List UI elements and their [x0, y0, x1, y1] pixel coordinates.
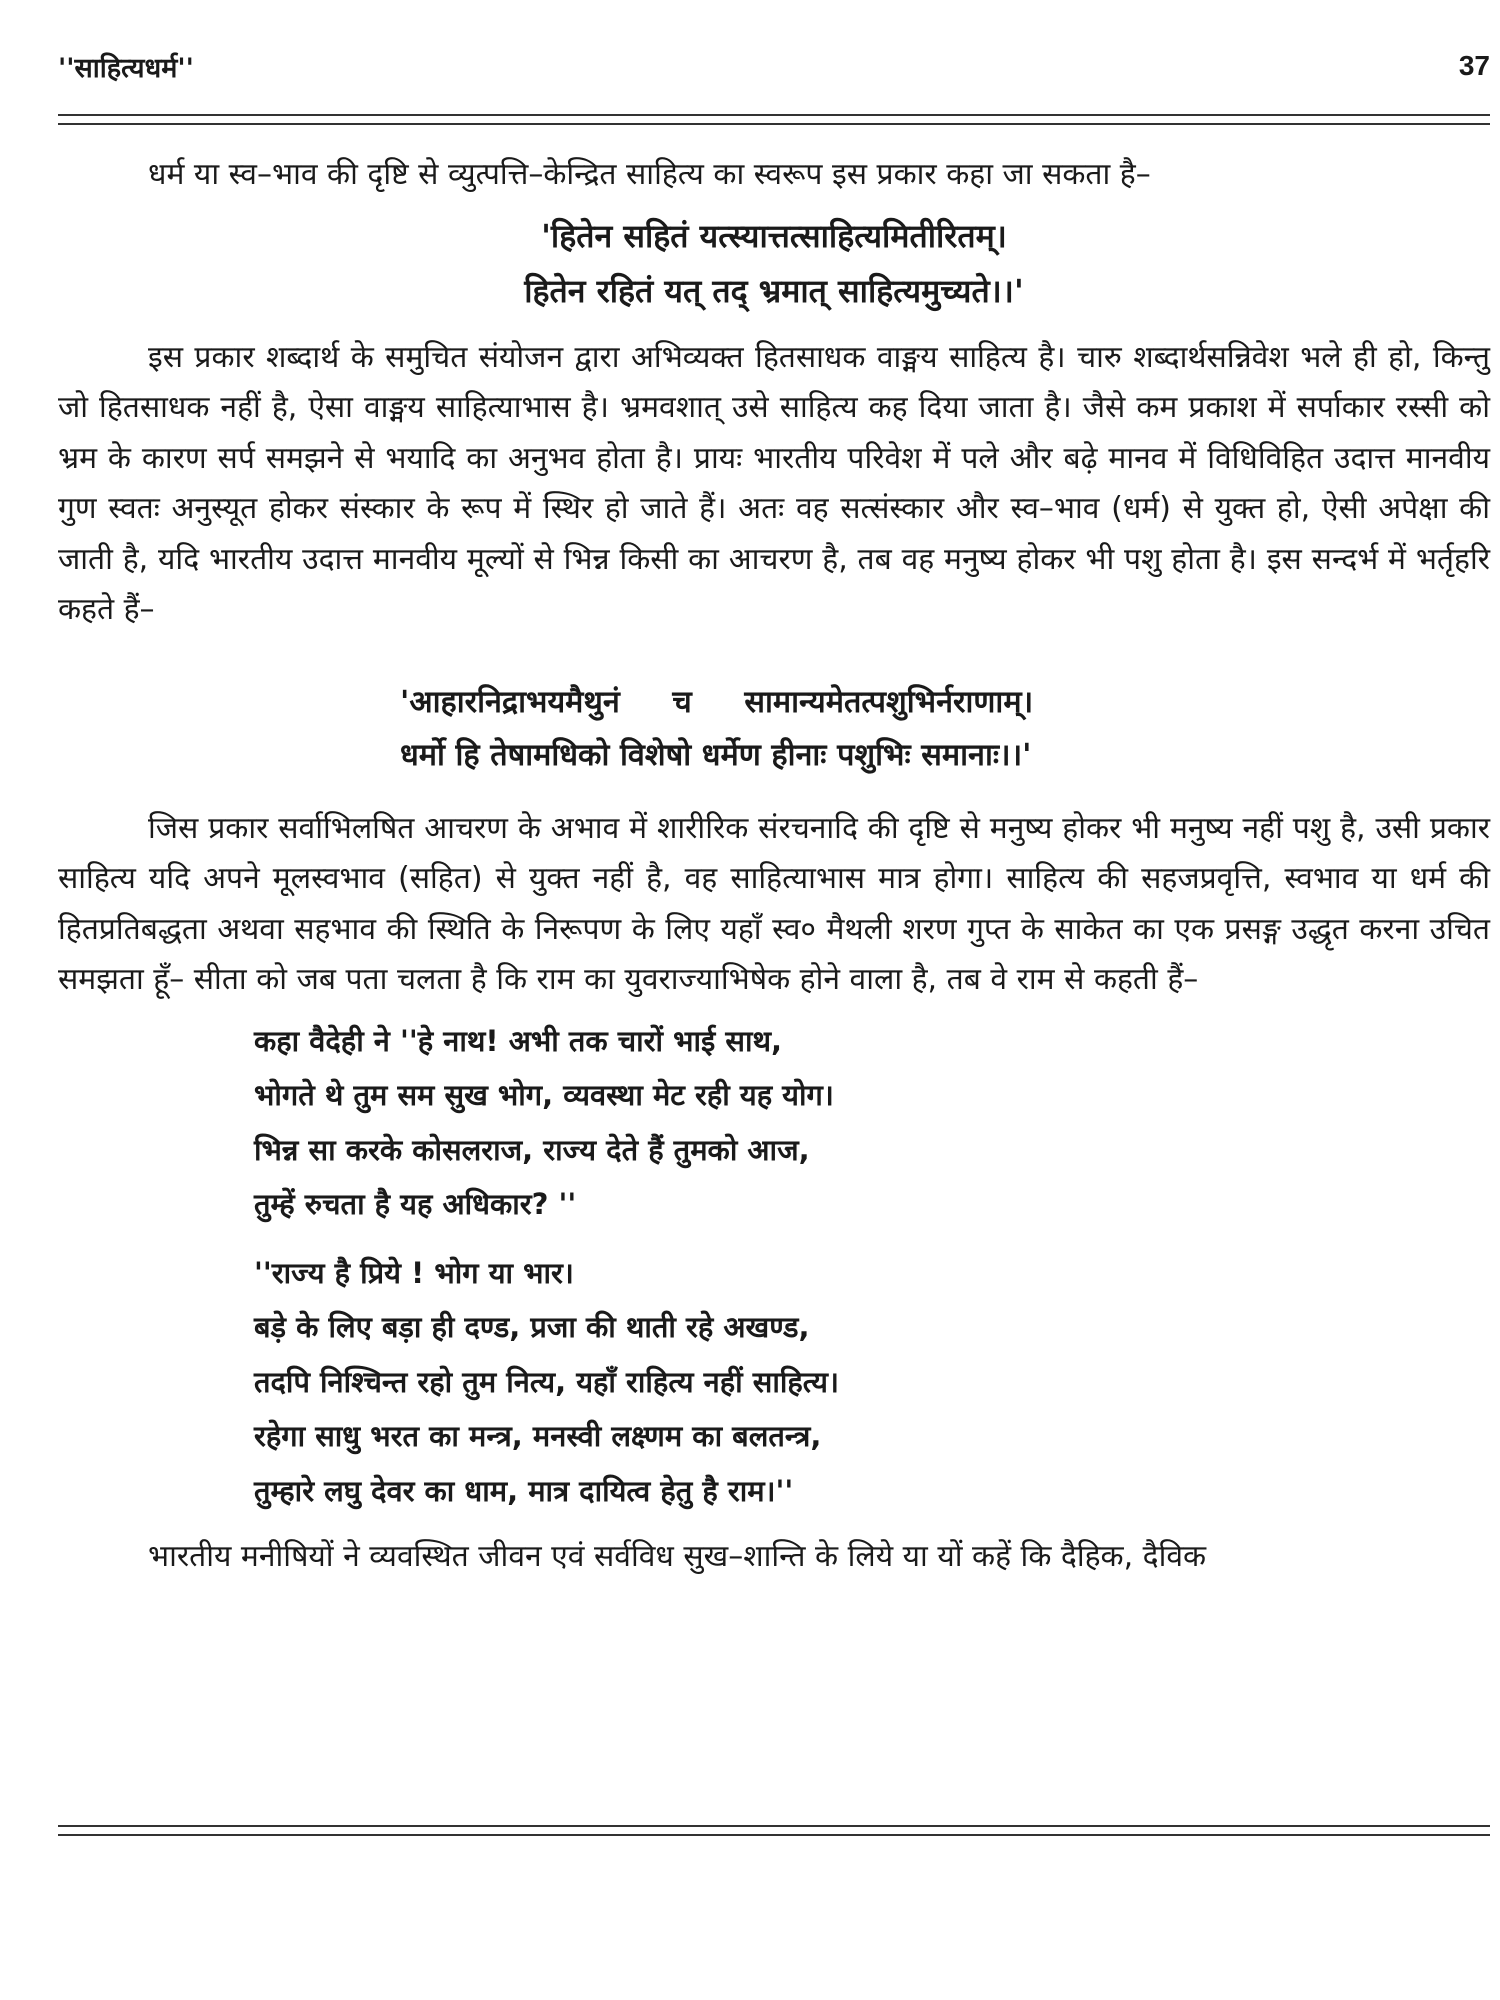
paragraph-text: भारतीय मनीषियों ने व्यवस्थित जीवन एवं सर्वविध सुख–शान्ति के लिये या यों कहें कि दैहिक, दैविक	[148, 1539, 1207, 1574]
poem-line: भोगते थे तुम सम सुख भोग, व्यवस्था मेट रही यह योग।	[254, 1078, 834, 1112]
page-body	[58, 150, 1490, 1583]
verse-line: 'हितेन सहितं यत्स्यात्तत्साहित्यमितीरितम्।	[541, 216, 1007, 255]
poem-stanza-2	[254, 1246, 1490, 1519]
poem-line: ''राज्य है प्रिये ! भोग या भार।	[254, 1255, 574, 1290]
verse-line: 'आहारनिद्राभयमैथुनं च सामान्यमेतत्पशुभिर्नराणाम्।	[400, 684, 1034, 720]
poem-line: बड़े के लिए बड़ा ही दण्ड, प्रजा की थाती रहे अखण्ड,	[254, 1310, 810, 1344]
poem-line: तदपि निश्चिन्त रहो तुम नित्य, यहाँ राहित्य नहीं साहित्य।	[254, 1364, 839, 1399]
intro-text: धर्म या स्व–भाव की दृष्टि से व्युत्पत्ति–केन्द्रित साहित्य का स्वरूप इस प्रकार कहा जा सकता है–	[148, 157, 1151, 192]
header-double-rule	[58, 114, 1490, 125]
paragraph-1	[58, 333, 1490, 636]
paragraph-text: इस प्रकार शब्दार्थ के समुचित संयोजन द्वारा अभिव्यक्त हितसाधक वाङ्मय साहित्य है। चारु शब्दार्थसन्निवेश भले ही हो, किन्तु जो हितसाधक नहीं है, ऐसा वाङ्मय साहित्याभास है। भ्रमवशात् उसे साहित्य कह दिया जाता है। जैसे कम प्रकाश में सर्पाकार रस्सी को भ्रम के कारण सर्प समझने से भयादि का अनुभव होता है। प्रायः भारतीय परिवेश में पले और बढ़े मानव में विधिविहित उदात्त मानवीय गुण स्वतः अनुस्यूत होकर संस्कार के रूप में स्थिर हो जाते हैं। अतः वह सत्संस्कार और स्व–भाव (धर्म) से युक्त हो, ऐसी अपेक्षा की जाती है, यदि भारतीय उदात्त मानवीय मूल्यों से भिन्न किसी का आचरण है, तब वह मनुष्य होकर भी पशु होता है। इस सन्दर्भ में भर्तृहरि कहते हैं–	[58, 339, 1490, 627]
footer-double-rule	[58, 1825, 1490, 1836]
poem-line: तुम्हें रुचता है यह अधिकार? ''	[254, 1187, 577, 1221]
verse-line: हितेन रहितं यत् तद् भ्रमात् साहित्यमुच्यते।।'	[524, 271, 1024, 310]
poem-line: कहा वैदेही ने ''हे नाथ! अभी तक चारों भाई साथ,	[254, 1023, 783, 1058]
paragraph-3	[58, 1532, 1490, 1583]
poem-line: रहेगा साधु भरत का मन्त्र, मनस्वी लक्ष्णम का बलतन्त्र,	[254, 1419, 822, 1453]
page-number: 37	[1458, 50, 1490, 81]
poem-line: तुम्हारे लघु देवर का धाम, मात्र दायित्व हेतु है राम।''	[254, 1473, 794, 1508]
poem-stanza-1	[254, 1014, 1490, 1232]
sanskrit-verse-2	[400, 676, 1160, 782]
intro-paragraph	[58, 150, 1490, 201]
page-header	[58, 48, 1490, 98]
paragraph-2	[58, 804, 1490, 1006]
paragraph-text: जिस प्रकार सर्वाभिलषित आचरण के अभाव में शारीरिक संरचनादि की दृष्टि से मनुष्य होकर भी मनुष्य नहीं पशु है, उसी प्रकार साहित्य यदि अपने मूलस्वभाव (सहित) से युक्त नहीं है, वह साहित्याभास मात्र होगा। साहित्य की सहजप्रवृत्ति, स्वभाव या धर्म की हितप्रतिबद्धता अथवा सहभाव की स्थिति के निरूपण के लिए यहाँ स्व० मैथली शरण गुप्त के साकेत का एक प्रसङ्ग उद्धृत करना उचित समझता हूँ– सीता को जब पता चलता है कि राम का युवराज्याभिषेक होने वाला है, तब वे राम से कहती हैं–	[58, 810, 1490, 997]
running-title: ''साहित्यधर्म''	[58, 53, 194, 84]
saket-poem-quote	[254, 1014, 1490, 1519]
sanskrit-verse-1	[58, 209, 1490, 319]
verse-line: धर्मो हि तेषामधिको विशेषो धर्मेण हीनाः पशुभिः समानाः।।'	[400, 737, 1032, 773]
poem-line: भिन्न सा करके कोसलराज, राज्य देते हैं तुमको आज,	[254, 1132, 810, 1167]
